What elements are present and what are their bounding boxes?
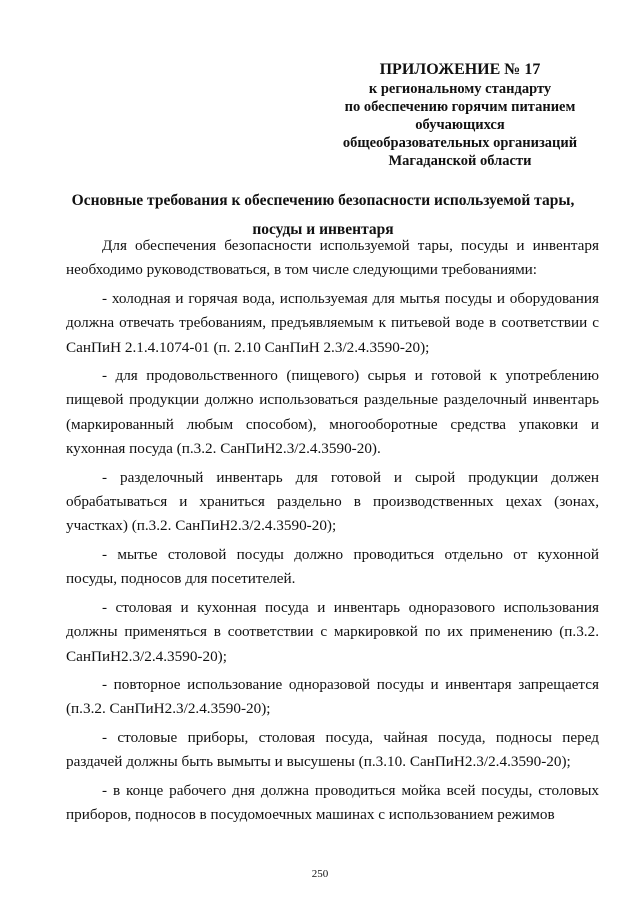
appendix-number: ПРИЛОЖЕНИЕ № 17 [379,61,541,78]
appendix-line: к региональному стандарту [368,81,552,97]
title-line-1: Основные требования к обеспечению безопасности используемой тары, [71,192,575,209]
appendix-line: по обеспечению горячим питанием [344,99,576,115]
appendix-line: общеобразовательных организаций [342,135,578,151]
paragraph: - повторное использование одноразовой посуды и инвентаря запрещается (п.3.2. СанПиН2.3/2.4.3590-20); [66,675,599,718]
appendix-line: Магаданской области [388,153,532,169]
paragraph: - мытье столовой посуды должно проводиться отдельно от кухонной посуды, подносов для посетителей. [66,545,599,588]
paragraph: - столовые приборы, столовая посуда, чайная посуда, подносы перед раздачей должны быть вымыты и высушены (п.3.10. СанПиН2.3/2.4.3590-20); [66,728,599,771]
appendix-header [300,60,620,170]
appendix-line: обучающихся [415,117,505,133]
paragraph: Для обеспечения безопасности используемой тары, посуды и инвентаря необходимо руководствоваться, в том числе следующими требованиями: [66,237,599,279]
paragraph: - в конце рабочего дня должна проводиться мойка всей посуды, столовых приборов, подносов в посудомоечных машинах с использованием режимов [66,781,599,823]
paragraph: - разделочный инвентарь для готовой и сырой продукции должен обрабатываться и храниться раздельно в производственных цехах (зонах, участках) (п.3.2. СанПиН2.3/2.4.3590-20); [66,468,599,535]
document-body [66,234,599,831]
paragraph: - для продовольственного (пищевого) сырья и готовой к употреблению пищевой продукции должно использоваться раздельные разделочный инвентарь (маркированный любым способом), многооборотные средства упаковки и кухонная посуда (п.3.2. СанПиН2.3/2.4.3590-20). [66,367,599,458]
page-number: 250 [311,868,329,880]
paragraph: - холодная и горячая вода, используемая для мытья посуды и оборудования должна отвечать требованиям, предъявляемым к питьевой воде в соответствии с СанПиН 2.1.4.1074-01 (п. 2.10 СанПиН 2.3/2.4.3590-20); [66,289,599,356]
paragraph: - столовая и кухонная посуда и инвентарь одноразового использования должны применяться в соответствии с маркировкой по их применению (п.3.2. СанПиН2.3/2.4.3590-20); [66,598,599,665]
title-line-2: посуды и инвентаря [252,221,394,238]
